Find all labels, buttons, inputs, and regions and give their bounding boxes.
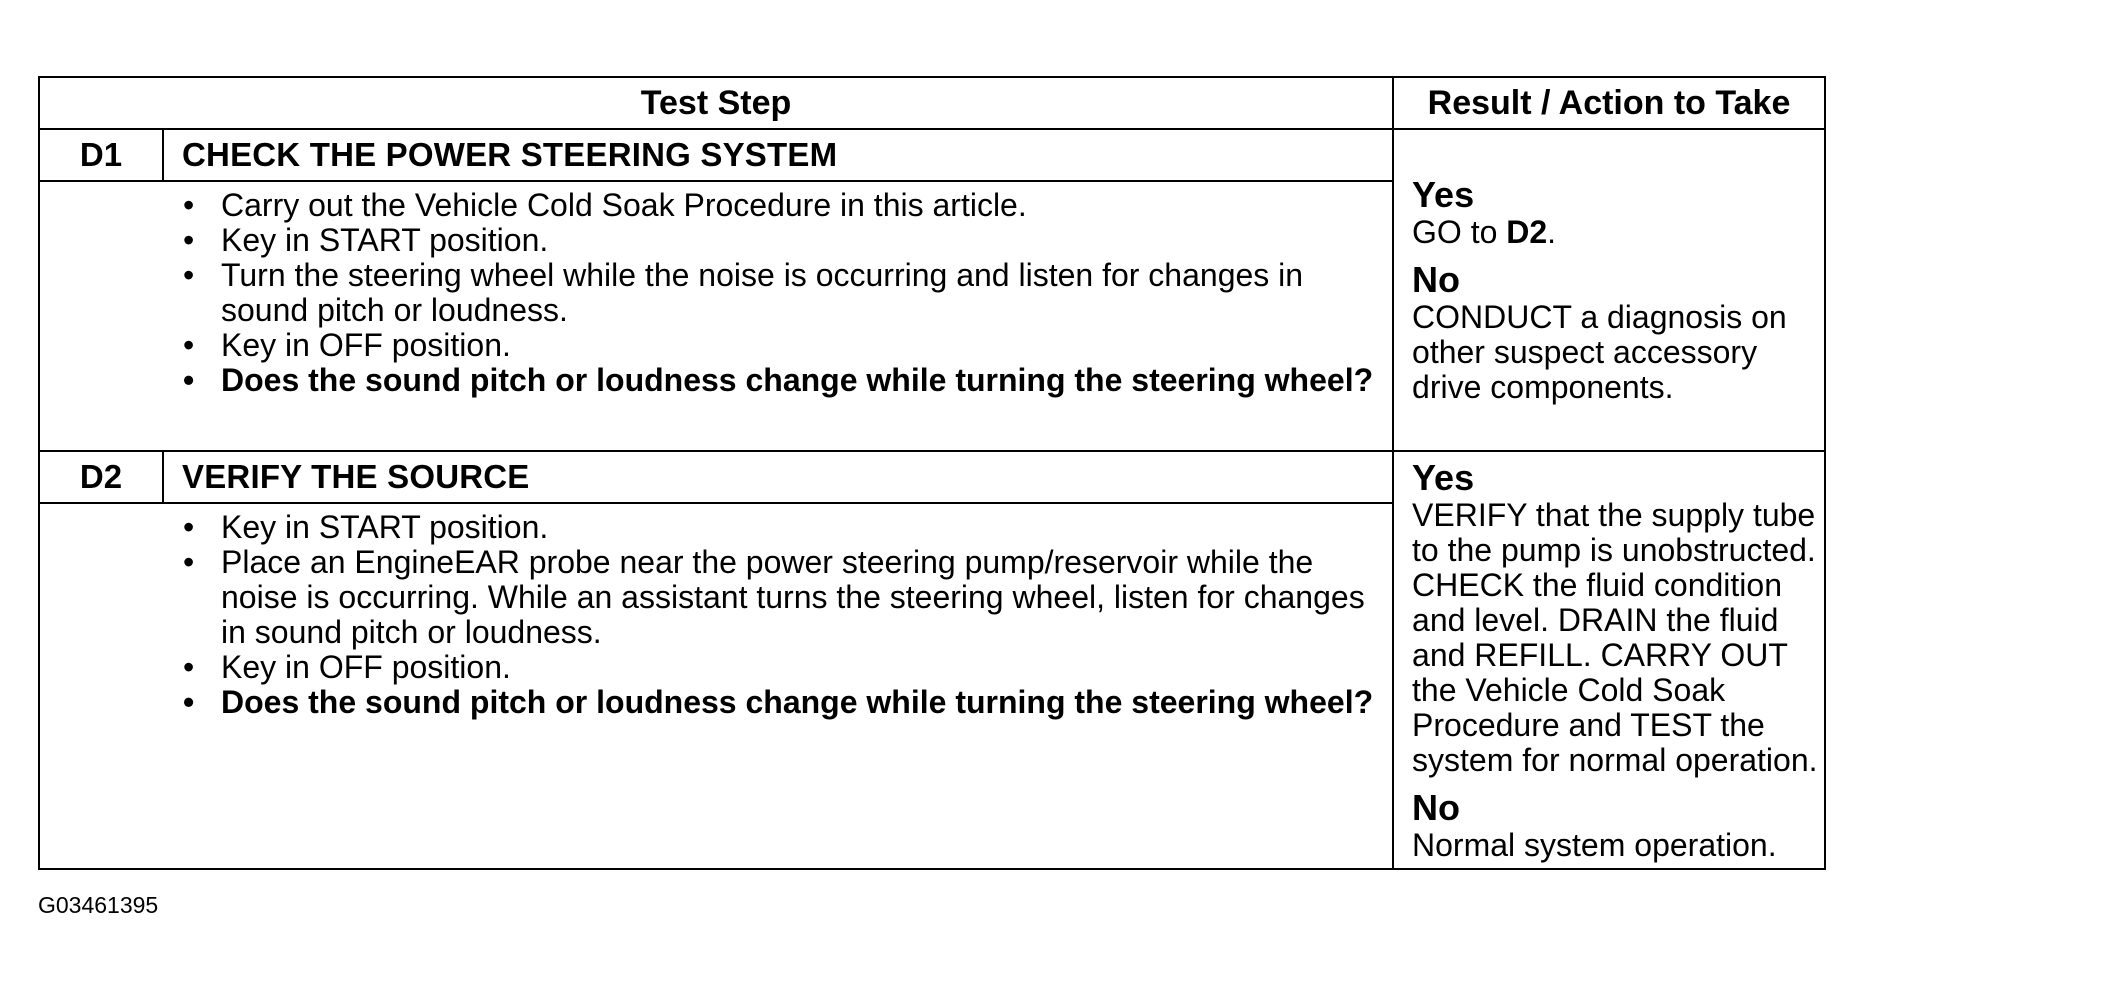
step-title: CHECK THE POWER STEERING SYSTEM [163, 129, 1393, 181]
step-id: D2 [39, 451, 163, 503]
yes-action: VERIFY that the supply tube to the pump is unobstructed. CHECK the fluid condition and level. DRAIN the fluid and REFILL. CARRY OUT the Vehicle Cold Soak Procedure and TEST the system for normal operation. [1412, 496, 1818, 778]
step-id-spacer [39, 181, 163, 451]
step-id-spacer [39, 503, 163, 869]
list-item: • Key in OFF position. [183, 649, 511, 685]
yes-label: Yes [1412, 456, 1475, 498]
table-header-row [39, 77, 1825, 129]
list-item: • Key in OFF position. [183, 327, 511, 363]
no-label: No [1412, 786, 1461, 828]
no-action: CONDUCT a diagnosis on other suspect accessory drive components. [1412, 299, 1787, 405]
instruction-list [163, 510, 1392, 720]
list-item: • Key in START position. [183, 509, 549, 545]
no-label: No [1412, 259, 1461, 300]
step-d2-result [1393, 451, 1825, 869]
step-d1-instructions [163, 181, 1393, 451]
question-item: • Does the sound pitch or loudness change while turning the steering wheel? [183, 684, 1374, 720]
yes-action: GO to D2. [1412, 214, 1557, 250]
instruction-list [163, 188, 1392, 398]
figure-id: G03461395 [38, 892, 159, 918]
step-id: D1 [39, 129, 163, 181]
step-d2-title-row [39, 451, 1825, 503]
result-action-header: Result / Action to Take [1393, 77, 1825, 129]
list-item: • Turn the steering wheel while the noise is occurring and listen for changes in sound pitch or loudness. [183, 257, 1304, 328]
step-d1-title-row [39, 129, 1825, 181]
step-reference: D2 [1506, 214, 1548, 250]
list-item: • Key in START position. [183, 222, 549, 258]
test-step-header: Test Step [39, 77, 1393, 129]
question-item: • Does the sound pitch or loudness change while turning the steering wheel? [183, 362, 1374, 398]
list-item: • Carry out the Vehicle Cold Soak Procedure in this article. [183, 187, 1027, 223]
step-d2-instructions [163, 503, 1393, 869]
diagnostic-table [38, 76, 1826, 870]
no-action: Normal system operation. [1412, 826, 1777, 863]
step-d1-result [1393, 129, 1825, 451]
list-item: • Place an EngineEAR probe near the power steering pump/reservoir while the noise is occurring. While an assistant turns the steering wheel, listen for changes in sound pitch or loudness. [183, 544, 1365, 650]
yes-label: Yes [1412, 174, 1475, 215]
step-title: VERIFY THE SOURCE [163, 451, 1393, 503]
